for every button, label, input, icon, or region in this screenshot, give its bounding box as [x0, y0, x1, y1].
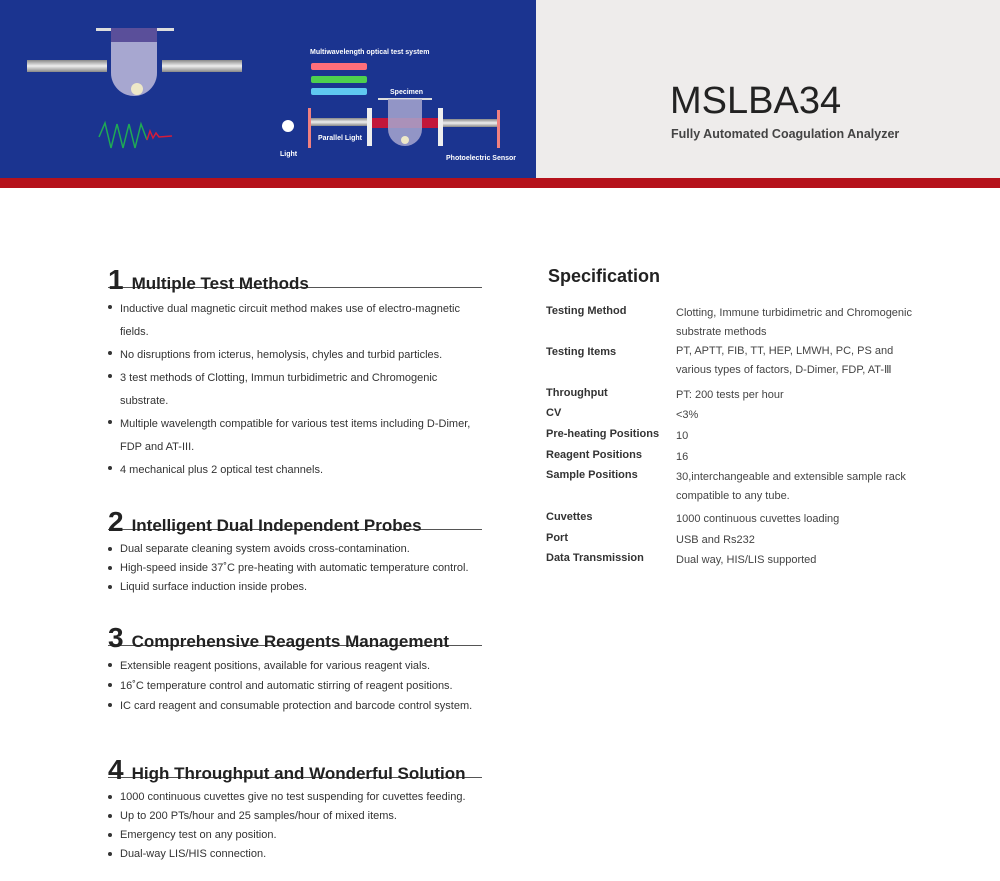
feature-section: [108, 754, 482, 864]
feature-bullet: Dual separate cleaning system avoids cross-contamination.: [108, 540, 482, 559]
svg-text:Specimen: Specimen: [390, 89, 424, 96]
feature-bullet: IC card reagent and consumable protection and barcode control system.: [108, 696, 482, 716]
banner-illustration: [0, 0, 536, 178]
product-subtitle: Fully Automated Coagulation Analyzer: [671, 127, 900, 141]
feature-bullet: High-speed inside 37˚C pre-heating with automatic temperature control.: [108, 559, 482, 578]
feature-section: [108, 506, 482, 597]
feature-bullet: No disruptions from icterus, hemolysis, chyles and turbid particles.: [108, 344, 482, 367]
section-title: Multiple Test Methods: [131, 274, 309, 293]
feature-bullet: Dual-way LIS/HIS connection.: [108, 845, 482, 864]
spec-label: Sample Positions: [546, 469, 638, 481]
spec-value: 10: [676, 430, 689, 442]
feature-bullet: Emergency test on any position.: [108, 826, 482, 845]
spec-label: Testing Method: [546, 305, 627, 317]
divider-bar: [0, 178, 1000, 188]
steel-ball-icon: [131, 83, 143, 95]
section-number: 2: [108, 506, 124, 537]
magnet-rod-left: [27, 60, 107, 72]
spec-label: Port: [546, 532, 568, 544]
coagulation-diagram: [0, 0, 536, 178]
spec-label: Pre-heating Positions: [546, 428, 660, 440]
feature-bullet: Inductive dual magnetic circuit method makes use of electro-magnetic: [108, 298, 482, 321]
feature-bullet: Liquid surface induction inside probes.: [108, 578, 482, 597]
spec-value: PT, APTT, FIB, TT, HEP, LMWH, PC, PS and various types of factors, D-Dimer, FDP, AT-Ⅲ: [676, 345, 894, 376]
svg-text:Light: Light: [280, 151, 298, 158]
spec-label: Throughput: [546, 387, 608, 399]
feature-section: [108, 264, 482, 482]
section-title: High Throughput and Wonderful Solution: [131, 764, 466, 783]
section-heading: [108, 506, 482, 537]
spec-value: 1000 continuous cuvettes loading: [676, 513, 840, 525]
feature-bullet: substrate.: [120, 395, 169, 407]
section-title: Comprehensive Reagents Management: [131, 632, 449, 651]
spec-label: Data Transmission: [546, 552, 644, 564]
light-source-icon: [282, 120, 294, 132]
spec-label: Cuvettes: [546, 511, 593, 523]
waveform-icon: [99, 123, 147, 148]
svg-text:Multiwavelength optical test s: Multiwavelength optical test system: [310, 49, 430, 56]
spec-value: USB and Rs232: [676, 534, 755, 546]
section-heading: [108, 754, 482, 785]
svg-text:Parallel Light: Parallel Light: [318, 135, 362, 142]
spec-title: Specification: [548, 266, 661, 286]
feature-bullet: 1000 continuous cuvettes give no test suspending for cuvettes feeding.: [108, 788, 482, 807]
section-title: Intelligent Dual Independent Probes: [131, 516, 422, 535]
spec-value: PT: 200 tests per hour: [676, 389, 784, 401]
section-number: 1: [108, 264, 124, 295]
magnet-rod-right: [162, 60, 242, 72]
spec-value: 30,interchangeable and extensible sample rack compatible to any tube.: [676, 471, 906, 502]
feature-bullet: 16˚C temperature control and automatic stirring of reagent positions.: [108, 676, 482, 696]
spec-value: Clotting, Immune turbidimetric and Chromogenic substrate methods: [676, 307, 912, 338]
spec-value: <3%: [676, 409, 699, 421]
feature-bullet: FDP and AT-III.: [120, 441, 195, 453]
spec-label: CV: [546, 407, 562, 419]
feature-bullet: Up to 200 PTs/hour and 25 samples/hour of mixed items.: [108, 807, 482, 826]
section-number: 4: [108, 754, 124, 785]
spec-value: Dual way, HIS/LIS supported: [676, 554, 817, 566]
spec-label: Testing Items: [546, 346, 617, 358]
model-name: MSLBA34: [670, 80, 842, 122]
feature-bullet: fields.: [120, 326, 149, 338]
section-number: 3: [108, 622, 124, 653]
section-heading: [108, 622, 482, 653]
feature-bullet: Multiple wavelength compatible for various test items including D-Dimer,: [108, 413, 482, 436]
feature-bullet: 3 test methods of Clotting, Immun turbidimetric and Chromogenic: [108, 367, 482, 390]
section-heading: [108, 264, 482, 295]
feature-bullet: 4 mechanical plus 2 optical test channels.: [108, 459, 482, 482]
spec-label: Reagent Positions: [546, 449, 642, 461]
svg-text:Photoelectric Sensor: Photoelectric Sensor: [446, 155, 517, 162]
spec-value: 16: [676, 451, 689, 463]
feature-bullet: Extensible reagent positions, available for various reagent vials.: [108, 656, 482, 676]
feature-section: [108, 622, 482, 716]
